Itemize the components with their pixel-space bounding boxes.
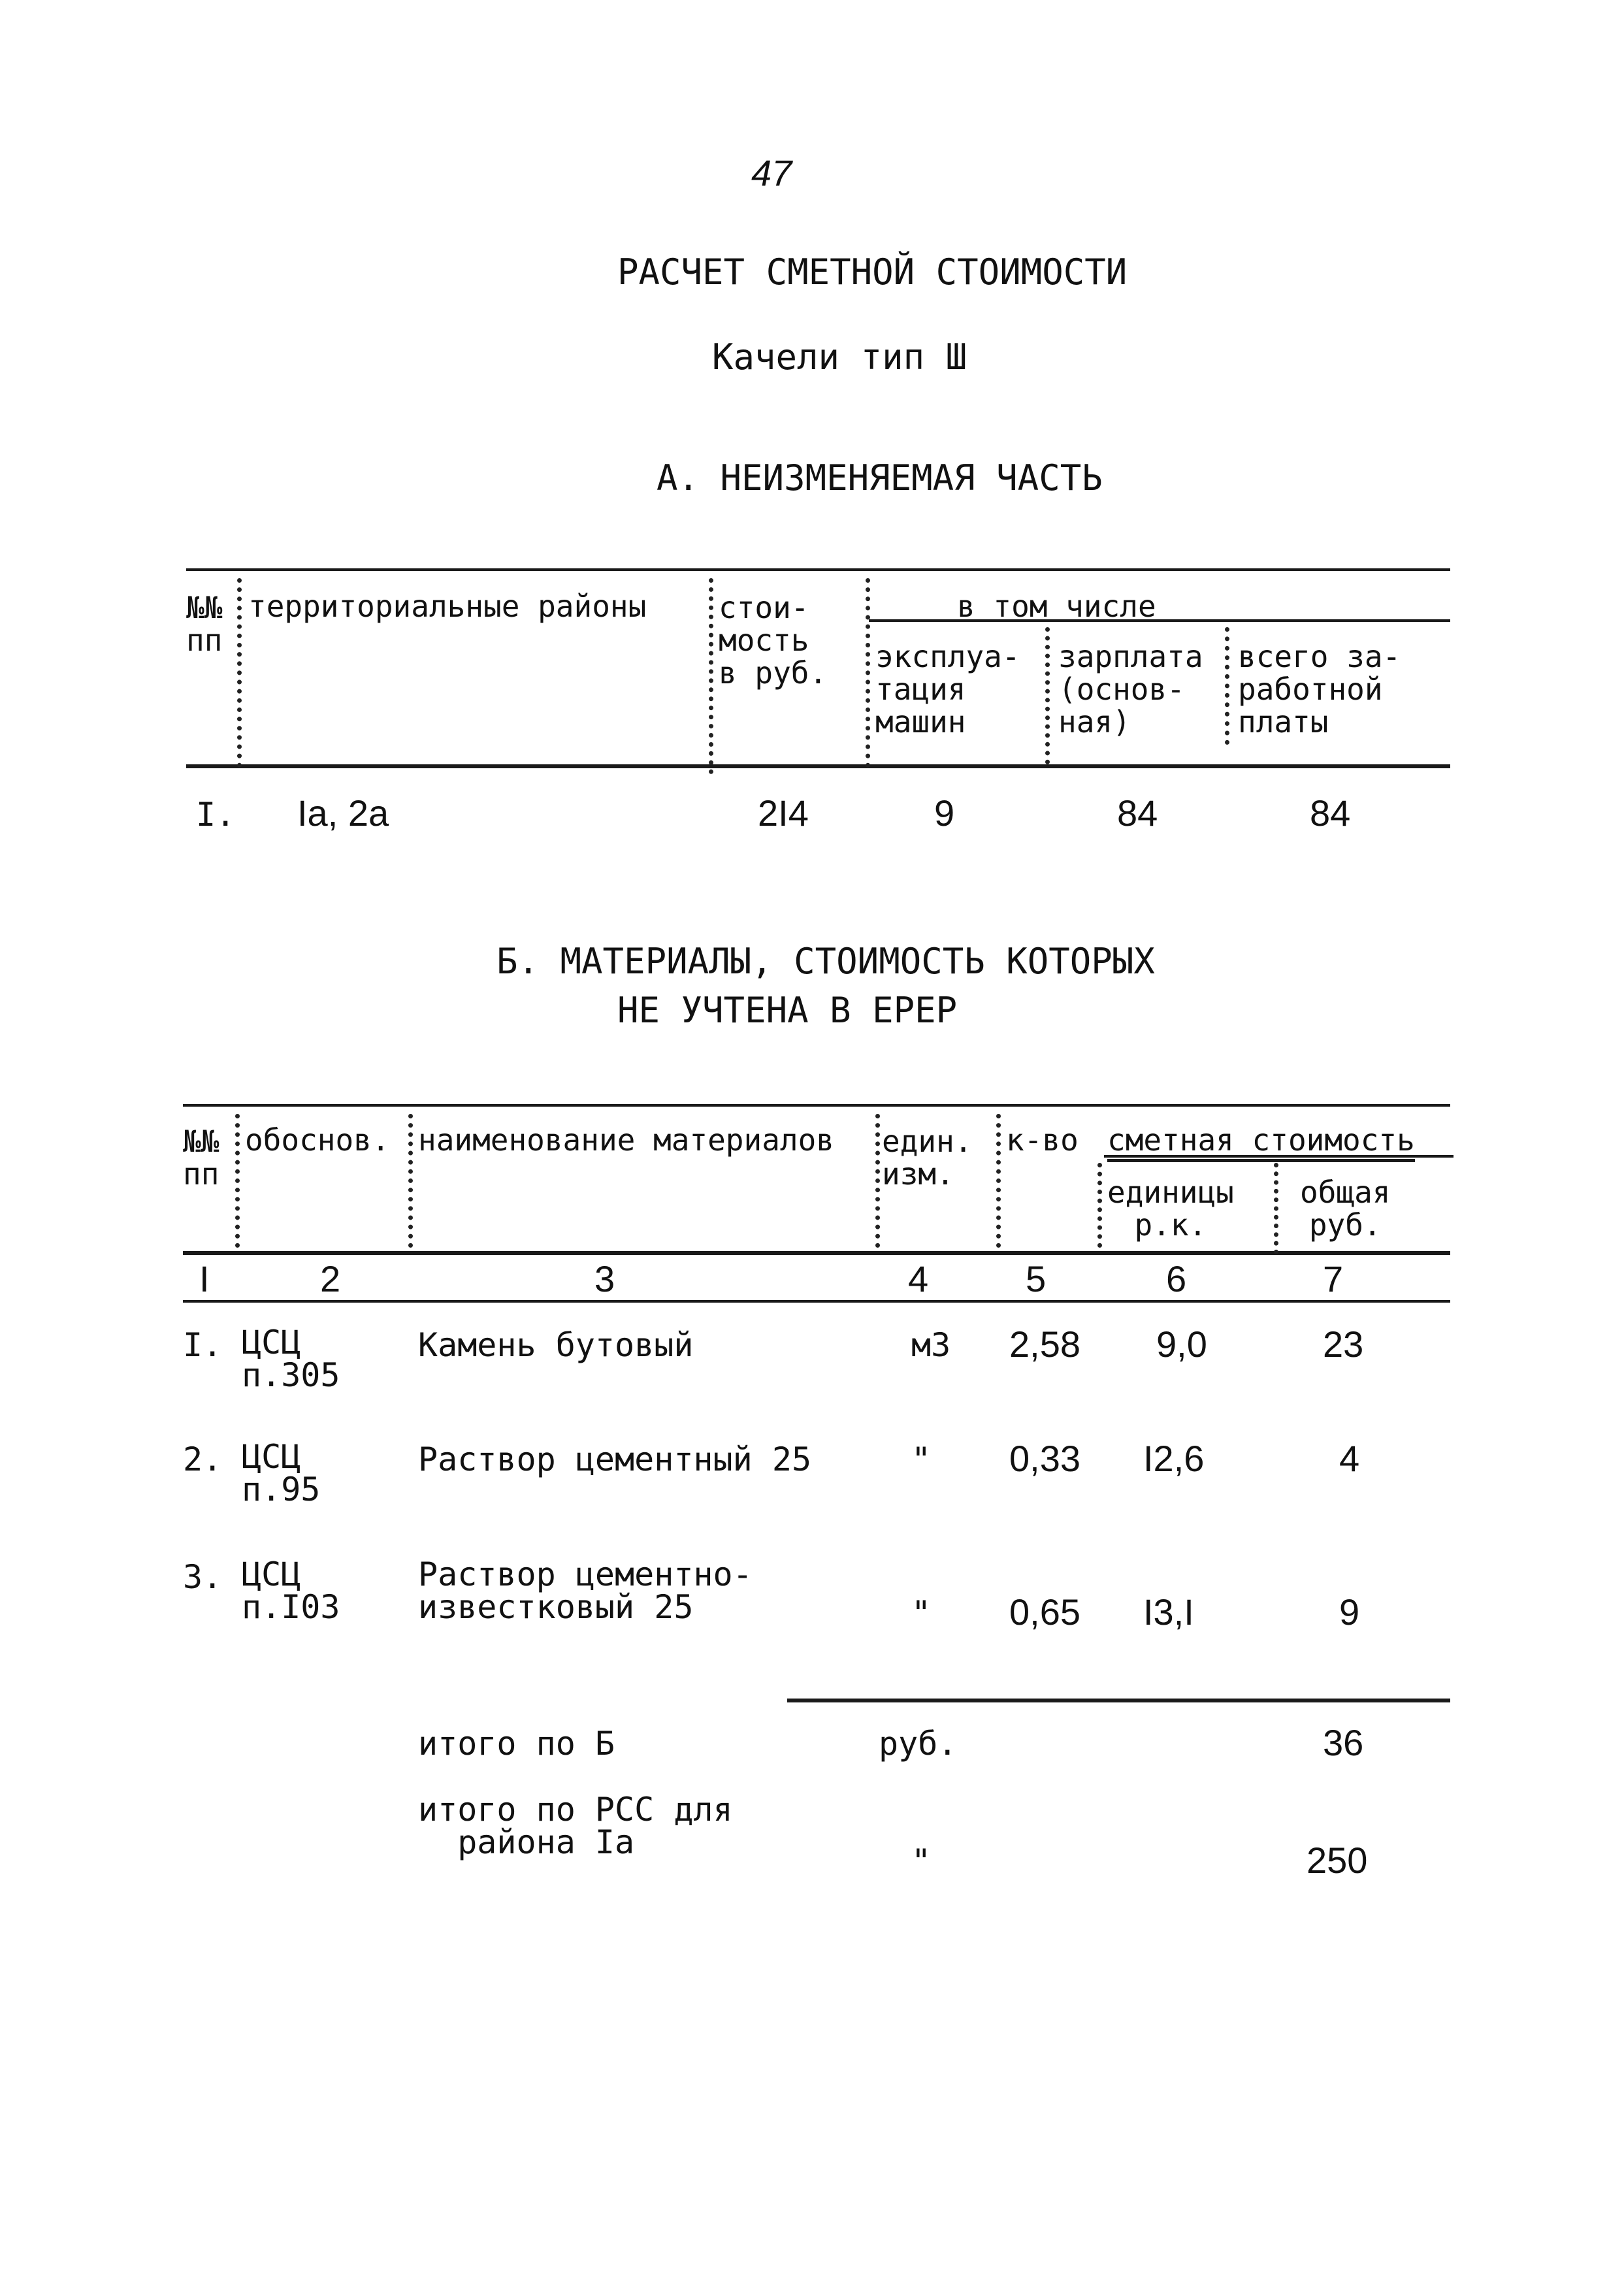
table-a-top-rule — [186, 568, 1450, 571]
row-num: I. — [196, 796, 236, 834]
page-number: 47 — [751, 152, 792, 193]
col-number-4: 4 — [908, 1258, 929, 1299]
header-machine-operation: эксплуа- тация машин — [875, 639, 1020, 740]
row-districts: Iа, 2а — [297, 792, 389, 834]
row-basis: ЦСЦ п.95 — [242, 1438, 321, 1508]
row-unit: " — [911, 1594, 932, 1632]
header-estimated-cost — [1107, 1122, 1415, 1158]
document-title: РАСЧЕТ СМЕТНОЙ СТОИМОСТИ — [617, 252, 1128, 293]
table-a-group-rule — [869, 619, 1450, 622]
section-b-heading-line1: Б. МАТЕРИАЛЫ, СТОИМОСТЬ КОТОРЫХ — [496, 941, 1155, 982]
row-total-cost: 23 — [1323, 1324, 1364, 1365]
header-salary: зарплата (основ- ная) — [1058, 639, 1203, 740]
row-machine-operation: 9 — [934, 792, 955, 834]
table-b-col-divider — [875, 1114, 880, 1248]
header-total-cost: общая руб. — [1300, 1175, 1391, 1243]
total-rss-value: 250 — [1307, 1840, 1368, 1881]
row-num: 3. — [183, 1558, 223, 1596]
row-total-cost: 4 — [1339, 1438, 1360, 1479]
row-quantity: 0,33 — [1009, 1438, 1080, 1479]
row-basis: ЦСЦ п.305 — [242, 1324, 340, 1394]
col-number-3: 3 — [594, 1258, 615, 1299]
table-a-col-divider — [1225, 627, 1229, 745]
header-districts: территориальные районы — [248, 589, 647, 624]
header-estimated-cost-text: сметная стоимость — [1107, 1122, 1415, 1162]
document-subtitle: Качели тип Ш — [712, 336, 967, 378]
header-cost: стои- мость в руб. — [719, 590, 828, 691]
table-a-header-bottom-rule — [186, 764, 1450, 768]
table-b-col-divider — [1097, 1163, 1102, 1248]
header-quantity: к-во — [1006, 1122, 1079, 1158]
total-rss-label: итого по РСС для района Iа — [418, 1791, 733, 1861]
col-number-5: 5 — [1026, 1258, 1047, 1299]
header-unit: един. изм. — [882, 1124, 973, 1192]
table-b-col-divider — [235, 1114, 240, 1248]
table-a-col-divider — [866, 578, 870, 768]
row-salary: 84 — [1117, 792, 1158, 834]
table-a-col-divider — [709, 578, 713, 774]
table-b-col-divider — [408, 1114, 413, 1248]
row-material-name: Раствор цементно- известковый 25 — [418, 1555, 753, 1626]
total-b-label: итого по Б — [418, 1725, 615, 1763]
col-number-6: 6 — [1166, 1258, 1187, 1299]
section-b-heading-line2: НЕ УЧТЕНА В ЕРЕР — [617, 990, 958, 1031]
row-num: 2. — [183, 1440, 223, 1478]
row-unit: " — [911, 1440, 932, 1478]
row-unit-cost: I2,6 — [1143, 1438, 1205, 1479]
totals-rule — [787, 1699, 1450, 1702]
row-material-name: Раствор цементный 25 — [418, 1440, 812, 1478]
section-a-heading: А. НЕИЗМЕНЯЕМАЯ ЧАСТЬ — [657, 457, 1103, 498]
total-b-value: 36 — [1323, 1722, 1364, 1763]
col-number-1: I — [199, 1258, 210, 1299]
row-total-salary: 84 — [1310, 792, 1351, 834]
table-b-col-divider — [1274, 1163, 1278, 1254]
table-b-col-divider — [996, 1114, 1001, 1248]
row-cost: 2I4 — [758, 792, 809, 834]
table-b-colnum-rule — [183, 1300, 1450, 1303]
row-quantity: 2,58 — [1009, 1324, 1080, 1365]
header-num: №№ пп — [183, 1124, 219, 1192]
header-basis: обоснов. — [245, 1122, 390, 1158]
header-group-in-that-number: в том числе — [957, 589, 1156, 624]
header-total-salary: всего за- работной платы — [1238, 639, 1401, 740]
row-unit-cost: I3,I — [1143, 1591, 1194, 1633]
row-basis: ЦСЦ п.I03 — [242, 1555, 340, 1626]
row-quantity: 0,65 — [1009, 1591, 1080, 1633]
row-material-name: Камень бутовый — [418, 1326, 694, 1364]
table-a-col-divider — [237, 578, 242, 768]
row-num: I. — [183, 1326, 223, 1364]
row-total-cost: 9 — [1339, 1591, 1360, 1633]
header-unit-cost: единицы р.к. — [1107, 1175, 1234, 1243]
row-unit-cost: 9,0 — [1156, 1324, 1207, 1365]
row-unit: м3 — [911, 1326, 951, 1364]
col-number-2: 2 — [320, 1258, 341, 1299]
header-num: №№ пп — [186, 590, 223, 658]
table-b-header-bottom-rule — [183, 1251, 1450, 1255]
total-b-unit: руб. — [879, 1725, 958, 1763]
col-number-7: 7 — [1323, 1258, 1344, 1299]
header-material-name: наименование материалов — [418, 1122, 834, 1158]
table-b-top-rule — [183, 1104, 1450, 1107]
table-a-col-divider — [1045, 627, 1050, 764]
total-rss-unit: " — [911, 1842, 932, 1880]
